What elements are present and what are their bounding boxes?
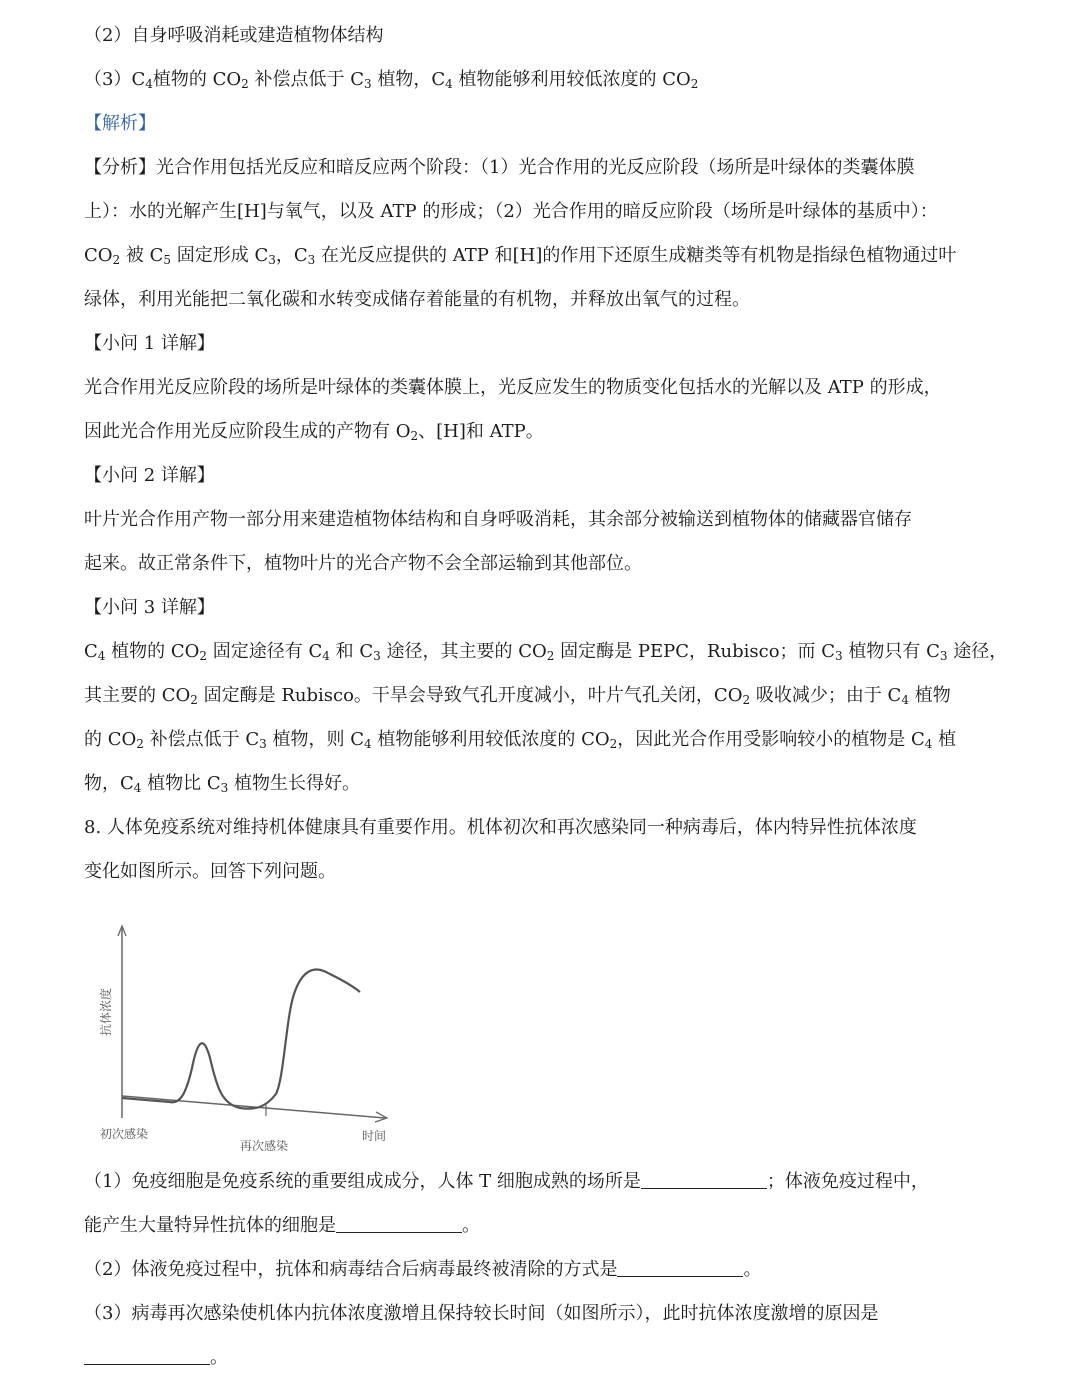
text-segment: （3）C xyxy=(84,69,146,90)
q3-heading: 【小问 3 详解】 xyxy=(84,597,215,618)
q3-line-2 xyxy=(84,684,951,708)
subscript: 3 xyxy=(259,737,267,751)
subscript: 2 xyxy=(112,253,121,267)
subscript: 3 xyxy=(939,649,948,663)
text-segment: 植物能够利用较低浓度的 CO xyxy=(371,729,610,750)
text-segment: 植 xyxy=(932,729,957,750)
subscript: 3 xyxy=(307,253,316,267)
subscript: 2 xyxy=(609,737,618,751)
q2-line-2: 起来。故正常条件下，植物叶片的光合产物不会全部运输到其他部位。 xyxy=(84,553,642,574)
text-segment: 因此光合作用光反应阶段生成的产物有 O xyxy=(84,421,411,442)
problem8-line-2: 变化如图所示。回答下列问题。 xyxy=(84,861,336,882)
text-segment: 植物，则 C xyxy=(266,729,364,750)
text-segment: 植物能够利用较低浓度的 CO xyxy=(452,69,691,90)
question-3-line-1: （3）病毒再次感染使机体内抗体浓度激增且保持较长时间（如图所示），此时抗体浓度激增的原因是 xyxy=(84,1303,879,1324)
subscript: 4 xyxy=(97,649,106,663)
text-segment: 植物，C xyxy=(371,69,446,90)
y-axis-label: 抗体浓度 xyxy=(99,987,113,1037)
analysis-line-3 xyxy=(84,244,956,268)
subscript: 4 xyxy=(322,649,330,663)
question-1-text-d: 。 xyxy=(462,1215,480,1236)
subscript: 3 xyxy=(364,77,372,91)
subscript: 2 xyxy=(690,77,699,91)
text-segment: 物，C xyxy=(84,773,134,794)
text-segment: CO xyxy=(84,245,113,266)
text-segment: 其主要的 CO xyxy=(84,685,191,706)
subscript: 2 xyxy=(546,649,555,663)
q2-heading: 【小问 2 详解】 xyxy=(84,465,215,486)
text-segment: 植物的 CO xyxy=(105,641,200,662)
text-segment: 的 CO xyxy=(84,729,137,750)
text-segment: 植物的 CO xyxy=(152,69,242,90)
subscript: 2 xyxy=(190,693,198,707)
q2-line-1: 叶片光合作用产物一部分用来建造植物体结构和自身呼吸消耗，其余部分被输送到植物体的储藏器官储存 xyxy=(84,509,912,530)
subscript: 3 xyxy=(835,649,843,663)
subscript: 4 xyxy=(363,737,372,751)
answer-3 xyxy=(84,68,698,92)
text-segment: 植物 xyxy=(908,685,951,706)
answer-blank-4[interactable] xyxy=(84,1346,210,1365)
q1-line-1: 光合作用光反应阶段的场所是叶绿体的类囊体膜上，光反应发生的物质变化包括水的光解以及 ATP 的形成， xyxy=(84,377,942,398)
text-segment: ，因此光合作用受影响较小的植物是 C xyxy=(617,729,925,750)
subscript: 2 xyxy=(241,77,249,91)
question-2-text-a: （2）体液免疫过程中，抗体和病毒结合后病毒最终被清除的方式是 xyxy=(84,1259,618,1280)
x-marker-second-infection: 再次感染 xyxy=(240,1139,289,1153)
antibody-curve xyxy=(122,970,360,1109)
text-segment: 补偿点低于 C xyxy=(248,69,364,90)
text-segment: 途径，其主要的 CO xyxy=(380,641,547,662)
text-segment: C xyxy=(84,641,98,662)
subscript: 4 xyxy=(924,737,933,751)
subscript: 4 xyxy=(133,781,142,795)
q3-line-1 xyxy=(84,640,1007,664)
subscript: 3 xyxy=(220,781,229,795)
subscript: 4 xyxy=(901,693,909,707)
question-1-text-c: 能产生大量特异性抗体的细胞是 xyxy=(84,1215,336,1236)
question-1-line-1 xyxy=(84,1170,929,1194)
text-segment: 、[H]和 ATP。 xyxy=(418,421,544,442)
x-marker-first-infection: 初次感染 xyxy=(100,1127,149,1141)
answer-blank-1[interactable] xyxy=(641,1170,767,1189)
text-segment: 在光反应提供的 ATP 和[H]的作用下还原生成糖类等有机物是指绿色植物通过叶 xyxy=(315,245,957,266)
answer-blank-3[interactable] xyxy=(617,1258,743,1277)
subscript: 2 xyxy=(199,649,208,663)
text-segment: 固定形成 C xyxy=(171,245,269,266)
analysis-line-4: 绿体，利用光能把二氧化碳和水转变成储存着能量的有机物，并释放出氧气的过程。 xyxy=(84,289,750,310)
q1-heading: 【小问 1 详解】 xyxy=(84,333,215,354)
subscript: 2 xyxy=(742,693,751,707)
subscript: 5 xyxy=(163,253,172,267)
question-2-text-b: 。 xyxy=(743,1259,762,1280)
text-segment: 补偿点低于 C xyxy=(143,729,260,750)
text-segment: 和 C xyxy=(329,641,374,662)
q1-line-2 xyxy=(84,420,544,444)
text-segment: 途径， xyxy=(947,641,1008,662)
x-axis xyxy=(122,1096,385,1118)
text-segment: 植物生长得好。 xyxy=(228,773,361,794)
subscript: 2 xyxy=(410,429,419,443)
q3-line-4 xyxy=(84,772,360,796)
q3-line-3 xyxy=(84,728,956,752)
analysis-line-1: 【分析】光合作用包括光反应和暗反应两个阶段：（1）光合作用的光反应阶段（场所是叶绿体的类囊体膜 xyxy=(84,157,915,178)
text-segment: 固定酶是 Rubisco。干旱会导致气孔开度减小，叶片气孔关闭，CO xyxy=(197,685,743,706)
text-segment: 植物只有 C xyxy=(842,641,940,662)
question-3-line-2 xyxy=(84,1346,228,1370)
question-1-text-a: （1）免疫细胞是免疫系统的重要组成成分，人体 T 细胞成熟的场所是 xyxy=(84,1171,641,1192)
subscript: 4 xyxy=(445,77,453,91)
question-3-text-b: 。 xyxy=(210,1347,228,1368)
subscript: 4 xyxy=(145,77,153,91)
answer-2: （2）自身呼吸消耗或建造植物体结构 xyxy=(84,25,384,46)
subscript: 2 xyxy=(136,737,144,751)
text-segment: 被 C xyxy=(120,245,164,266)
text-segment: ，C xyxy=(275,245,308,266)
subscript: 3 xyxy=(268,253,276,267)
subscript: 3 xyxy=(373,649,381,663)
text-segment: 固定途径有 C xyxy=(207,641,323,662)
analysis-line-2: 上）：水的光解产生[H]与氧气，以及 ATP 的形成；（2）光合作用的暗反应阶段（场所是叶绿体的基质中）： xyxy=(84,201,938,222)
problem8-line-1: 8. 人体免疫系统对维持机体健康具有重要作用。机体初次和再次感染同一种病毒后，体内特异性抗体浓度 xyxy=(84,817,917,838)
text-segment: 吸收减少；由于 C xyxy=(750,685,902,706)
antibody-concentration-chart xyxy=(80,918,420,1158)
answer-blank-2[interactable] xyxy=(336,1214,462,1233)
question-1-line-2 xyxy=(84,1214,480,1238)
text-segment: 固定酶是 PEPC，Rubisco；而 C xyxy=(554,641,836,662)
x-axis-label: 时间 xyxy=(362,1129,387,1143)
text-segment: 植物比 C xyxy=(141,773,221,794)
analysis-heading: 【解析】 xyxy=(84,113,156,134)
question-2-line xyxy=(84,1258,761,1282)
question-1-text-b: ；体液免疫过程中， xyxy=(766,1171,929,1192)
